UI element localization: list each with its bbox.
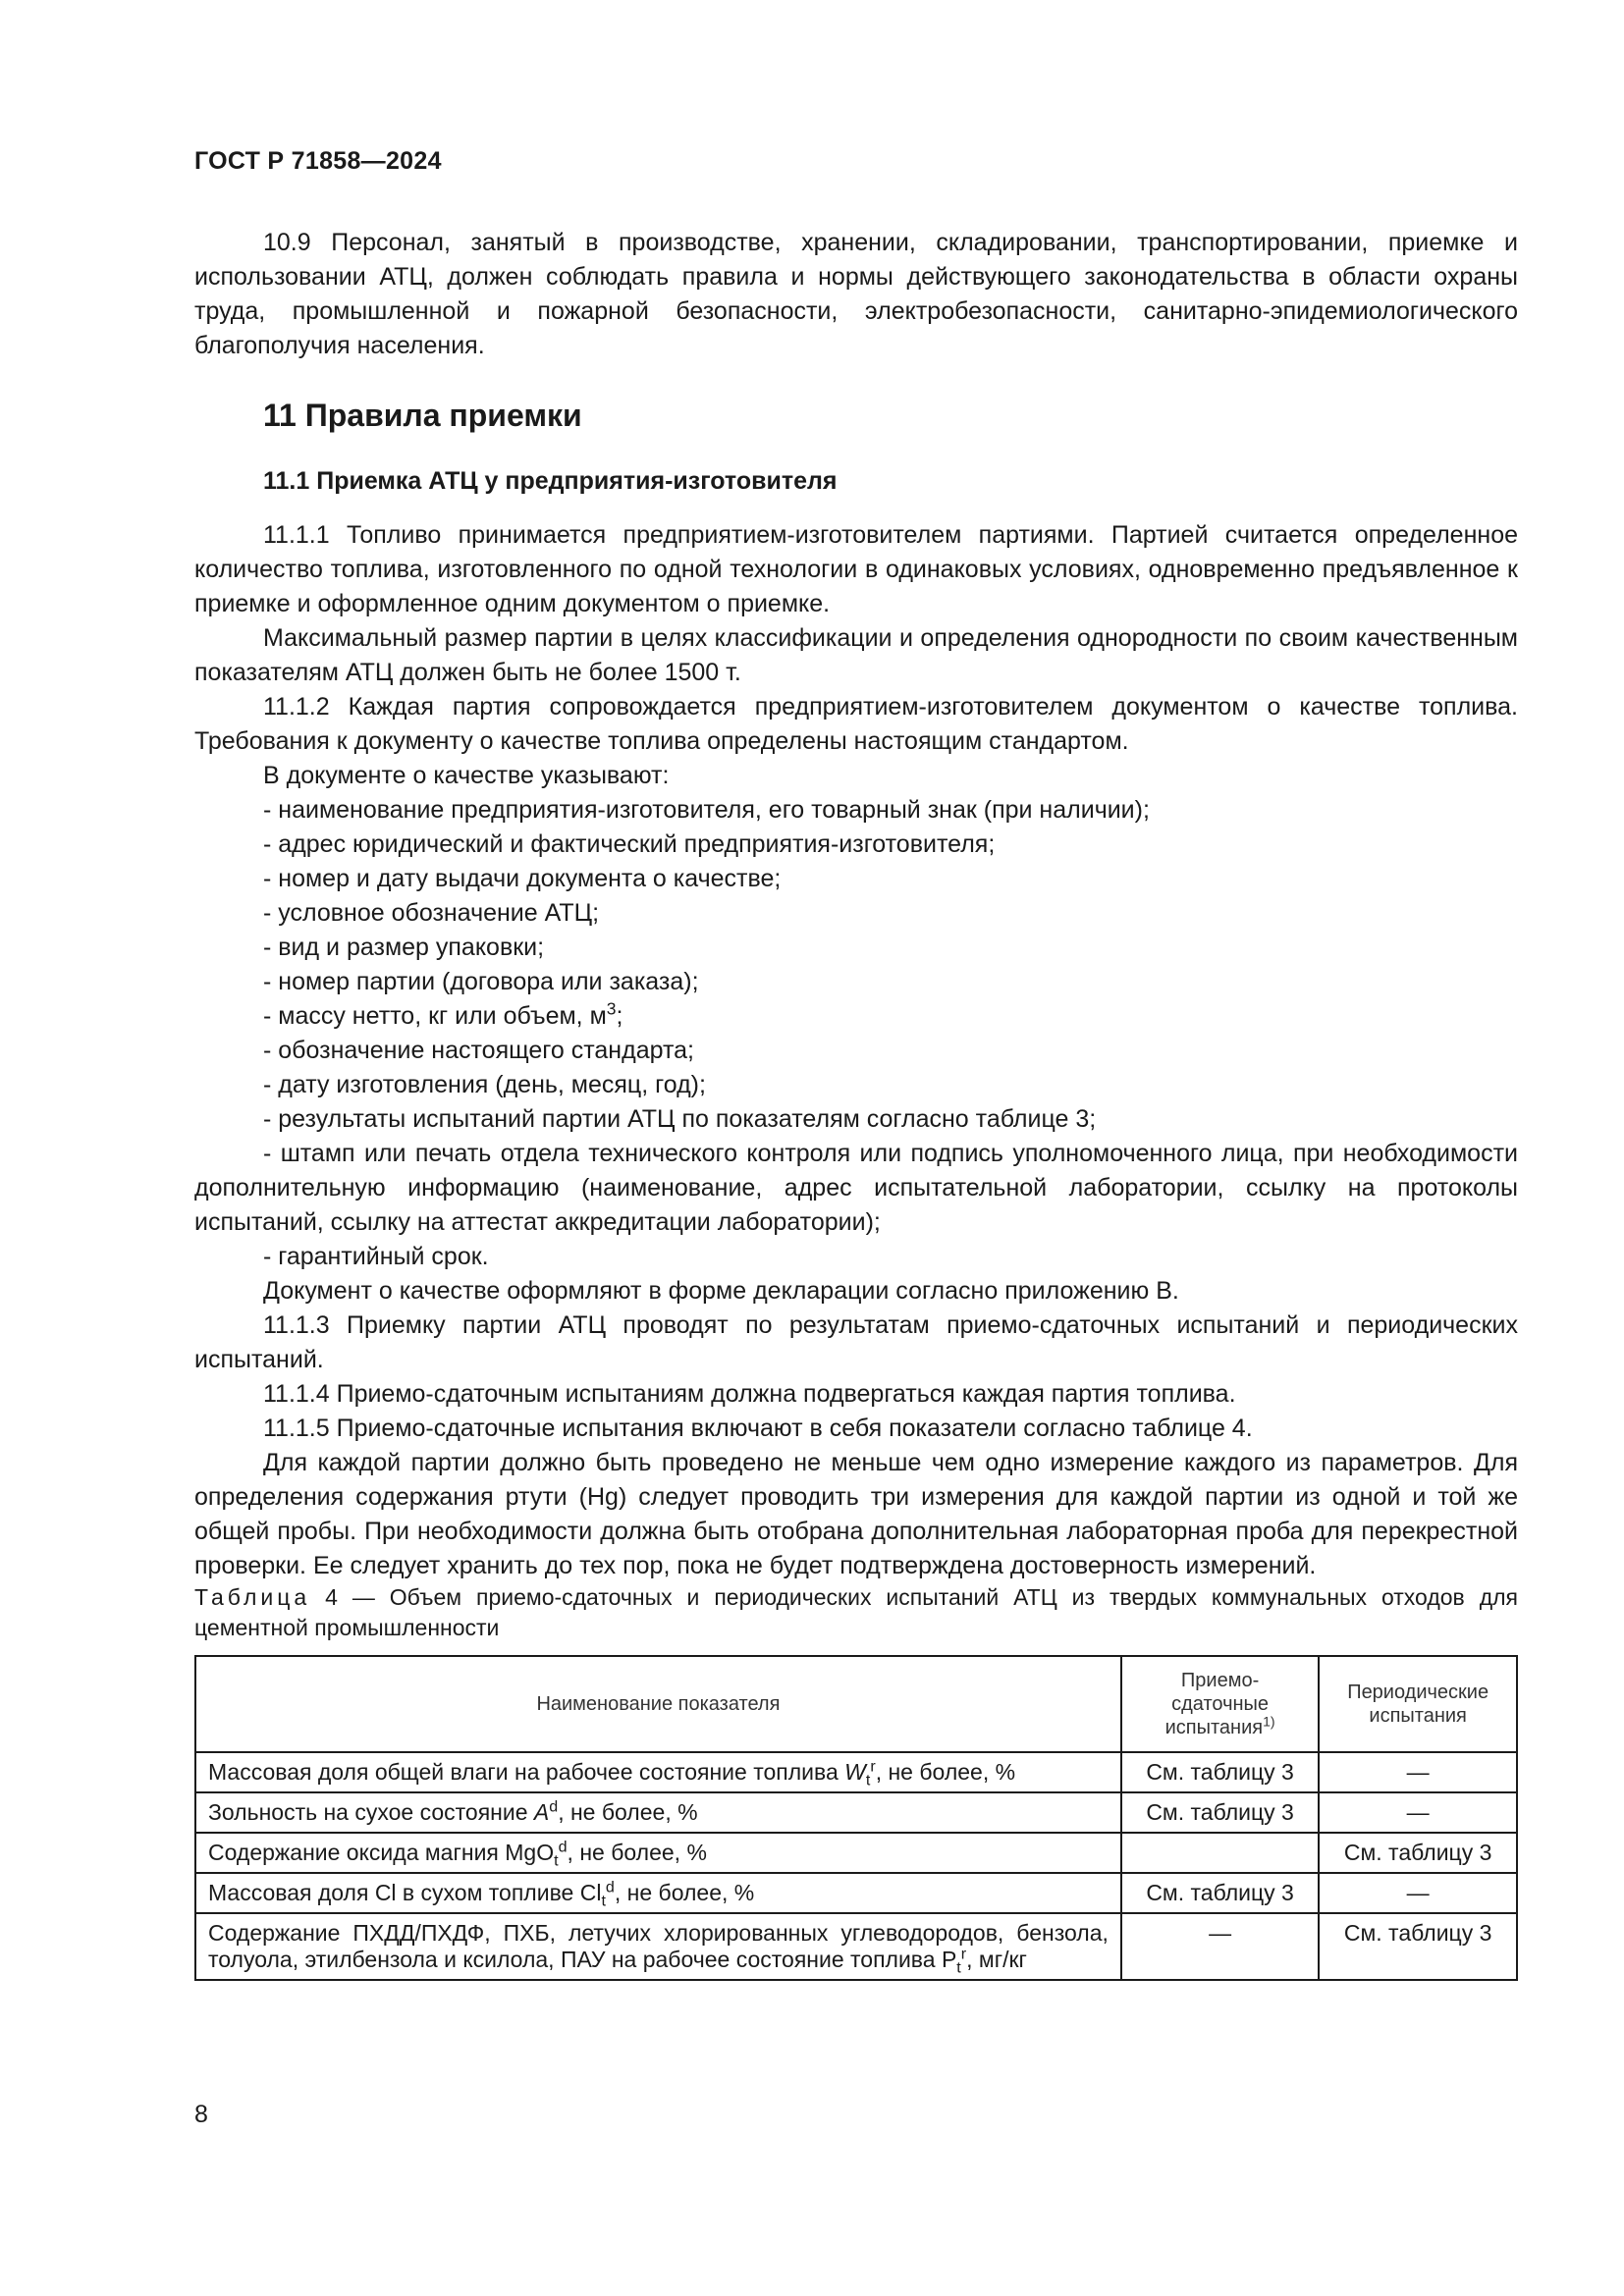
name-text: Содержание оксида магния MgO [208, 1840, 555, 1865]
row-periodic: — [1319, 1873, 1517, 1913]
list-item: - вид и размер упаковки; [263, 934, 545, 961]
list-item: - дату изготовления (день, месяц, год); [263, 1071, 706, 1098]
row-indicator-name [195, 1792, 1121, 1833]
row-periodic: См. таблицу 3 [1319, 1913, 1517, 1980]
tests-table [194, 1655, 1518, 1981]
table-caption [194, 1582, 1518, 1643]
paragraph-11-1-1: 11.1.1 Топливо принимается предприятием-изготовителем партиями. Партией считается определенное количество топлива, изготовленного по одной технологии в одинаковых условиях, одновременно предъявленное к приемке и оформленное одним документом о приемке. [194, 521, 1518, 617]
name-text-end: , мг/кг [966, 1947, 1027, 1972]
row-indicator-name [195, 1752, 1121, 1792]
table-header-row [195, 1656, 1517, 1752]
row-indicator-name [195, 1913, 1121, 1980]
superscript: d [605, 1878, 615, 1896]
list-item: - номер и дату выдачи документа о качестве; [263, 865, 782, 892]
list-item: - штамп или печать отдела технического контроля или подпись уполномоченного лица, при необходимости дополнительную информацию (наименование, адрес испытательной лаборатории, ссылку на протоколы испытаний, ссылку на аттестат аккредитации лаборатории); [194, 1140, 1518, 1236]
header-acceptance-tests [1121, 1656, 1319, 1752]
name-text-end: , не более, % [558, 1799, 698, 1825]
document-code-header: ГОСТ Р 71858—2024 [194, 147, 442, 175]
table-caption-text: 4 — Объем приемо-сдаточных и периодических испытаний АТЦ из твердых коммунальных отходов для цементной промышленности [194, 1584, 1518, 1640]
row-periodic: См. таблицу 3 [1319, 1833, 1517, 1873]
list-item: - номер партии (договора или заказа); [263, 968, 699, 995]
row-acceptance: См. таблицу 3 [1121, 1752, 1319, 1792]
superscript: d [549, 1797, 559, 1816]
list-item-text-end: ; [616, 1002, 623, 1030]
list-item [194, 999, 1518, 1034]
subscript: t [554, 1851, 559, 1870]
row-indicator-name [195, 1873, 1121, 1913]
paragraph-11-1-3: 11.1.3 Приемку партии АТЦ проводят по результатам приемо-сдаточных испытаний и периодических испытаний. [194, 1311, 1518, 1373]
name-text: Массовая доля Cl в сухом топливе Cl [208, 1880, 602, 1905]
list-item: - адрес юридический и фактический предприятия-изготовителя; [263, 830, 996, 858]
symbol: A [533, 1799, 550, 1825]
subscript: t [956, 1958, 961, 1977]
cubic-superscript: 3 [606, 998, 617, 1019]
subscript: t [865, 1771, 871, 1789]
superscript: d [558, 1838, 568, 1856]
subsection-title: 11.1 Приемка АТЦ у предприятия-изготовителя [263, 467, 838, 495]
row-periodic: — [1319, 1792, 1517, 1833]
paragraph-batch-size: Максимальный размер партии в целях классификации и определения однородности по своим качественным показателям АТЦ должен быть не более 1500 т. [194, 624, 1518, 686]
list-item: - обозначение настоящего стандарта; [263, 1037, 694, 1064]
row-acceptance: См. таблицу 3 [1121, 1873, 1319, 1913]
list-item: - наименование предприятия-изготовителя, его товарный знак (при наличии); [263, 796, 1150, 824]
paragraph-doc-contents: В документе о качестве указывают: [263, 762, 670, 789]
paragraph-11-1-4: 11.1.4 Приемо-сдаточным испытаниям должна подвергаться каждая партия топлива. [263, 1380, 1236, 1408]
table-caption-label: Таблица [194, 1584, 311, 1610]
table-row [195, 1792, 1517, 1833]
table-row [195, 1913, 1517, 1980]
superscript: r [870, 1757, 876, 1776]
name-text: Зольность на сухое состояние [208, 1799, 534, 1825]
row-acceptance: — [1121, 1913, 1319, 1980]
list-item: - условное обозначение АТЦ; [263, 899, 600, 927]
superscript: r [960, 1945, 967, 1963]
header-indicator-name: Наименование показателя [195, 1656, 1121, 1752]
page-number: 8 [194, 2101, 208, 2128]
paragraph-declaration: Документ о качестве оформляют в форме декларации согласно приложению В. [263, 1277, 1179, 1305]
header-acceptance-label: Приемо-сдаточные испытания [1164, 1670, 1270, 1738]
row-acceptance [1121, 1833, 1319, 1873]
symbol: W [844, 1759, 866, 1785]
paragraph-11-1-5: 11.1.5 Приемо-сдаточные испытания включают в себя показатели согласно таблице 4. [263, 1415, 1253, 1442]
paragraph-10-9: 10.9 Персонал, занятый в производстве, хранении, складировании, транспортировании, приемке и использовании АТЦ, должен соблюдать правила и нормы действующего законодательства в области охраны труда, промышленной и пожарной безопасности, электробезопасности, санитарно-эпидемиологического благополучия населения. [194, 229, 1518, 359]
section-title: 11 Правила приемки [263, 398, 582, 433]
name-text-end: , не более, % [614, 1880, 755, 1905]
paragraph-measurements: Для каждой партии должно быть проведено не меньше чем одно измерение каждого из параметров. Для определения содержания ртути (Hg) следует проводить три измерения для каждой партии из одной и той же общей пробы. При необходимости должна быть отобрана дополнительная лабораторная проба для перекрестной проверки. Ее следует хранить до тех пор, пока не будет подтверждена достоверность измерений. [194, 1449, 1518, 1579]
name-text-end: , не более, % [567, 1840, 707, 1865]
section-body [194, 518, 1518, 1583]
row-periodic: — [1319, 1752, 1517, 1792]
table-row [195, 1873, 1517, 1913]
row-acceptance: См. таблицу 3 [1121, 1792, 1319, 1833]
header-periodic-tests: Периодические испытания [1319, 1656, 1517, 1752]
paragraph-11-1-2: 11.1.2 Каждая партия сопровождается предприятием-изготовителем документом о качестве топлива. Требования к документу о качестве топлива определены настоящим стандартом. [194, 693, 1518, 755]
paragraph-10-9-block [194, 226, 1518, 363]
list-item-text: - массу нетто, кг или объем, м [263, 1002, 607, 1030]
footnote-marker: 1) [1263, 1713, 1275, 1730]
list-item: - гарантийный срок. [263, 1243, 489, 1270]
subscript: t [601, 1892, 606, 1910]
table-row [195, 1833, 1517, 1873]
list-item: - результаты испытаний партии АТЦ по показателям согласно таблице 3; [263, 1105, 1097, 1133]
name-text: Массовая доля общей влаги на рабочее состояние топлива [208, 1759, 845, 1785]
row-indicator-name [195, 1833, 1121, 1873]
name-text: Содержание ПХДД/ПХДФ, ПХБ, летучих хлорированных углеводородов, бензола, толуола, этилбензола и ксилола, ПАУ на рабочее состояние топлива P [208, 1920, 1109, 1972]
table-row [195, 1752, 1517, 1792]
name-text-end: , не более, % [875, 1759, 1016, 1785]
